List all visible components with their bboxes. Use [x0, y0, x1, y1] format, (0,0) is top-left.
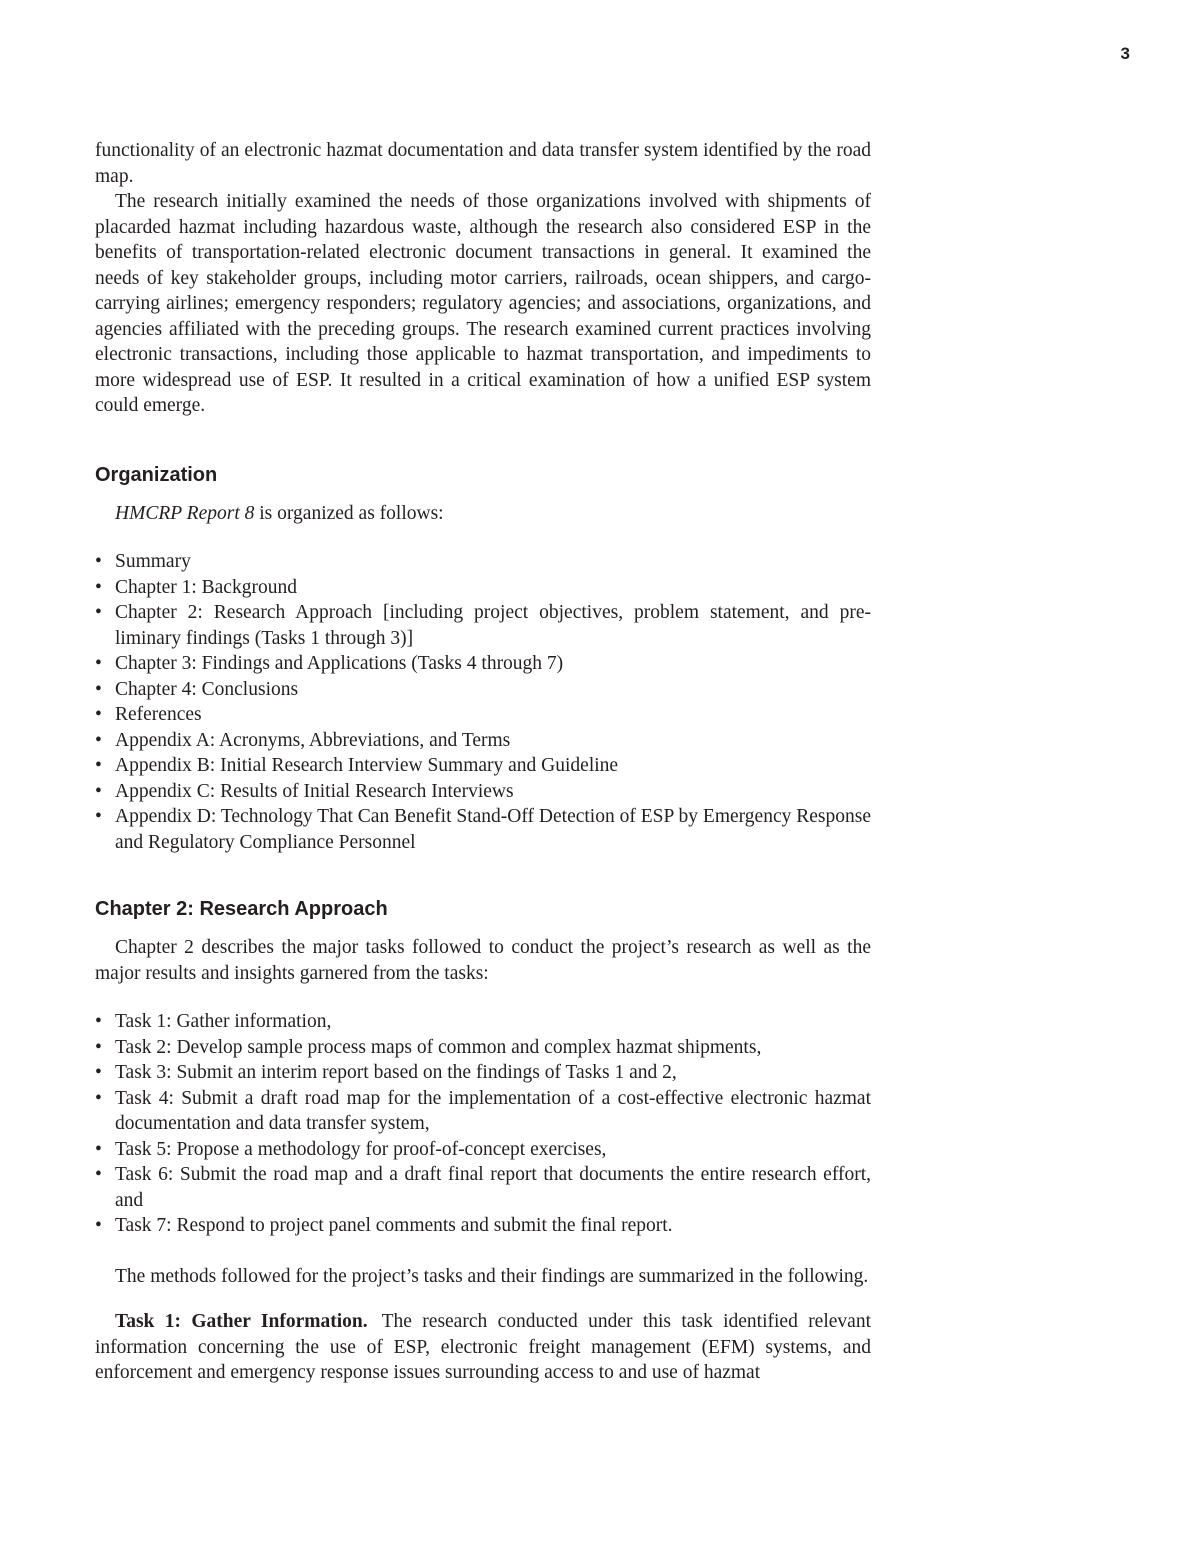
list-item: • Summary	[95, 549, 871, 575]
list-item: • Appendix B: Initial Research Interview Summary and Guideline	[95, 753, 871, 779]
document-body	[95, 138, 871, 1386]
report-title: HMCRP Report 8	[115, 502, 255, 524]
list-item: • Task 3: Submit an interim report based on the findings of Tasks 1 and 2,	[95, 1060, 871, 1086]
list-item: • Task 7: Respond to project panel comments and submit the final report.	[95, 1213, 871, 1239]
list-item: • Appendix A: Acronyms, Abbreviations, and Terms	[95, 728, 871, 754]
page-number: 3	[1120, 44, 1130, 63]
list-item: • Task 1: Gather information,	[95, 1009, 871, 1035]
list-item: • Appendix D: Technology That Can Benefit Stand-Off Detection of ESP by Emergency Response and Regulatory Compliance Personnel	[95, 804, 871, 855]
task1-text: The research conducted under this task identified relevant information concerning the use of ESP, electronic freight management (EFM) systems, and enforcement and emergency response issues surrounding access to and use of hazmat	[95, 1311, 871, 1383]
list-item: • References	[95, 702, 871, 728]
list-item: • Chapter 4: Conclusions	[95, 677, 871, 703]
methods-paragraph: The methods followed for the project’s tasks and their findings are summarized in the following.	[115, 1265, 869, 1287]
list-item: • Task 5: Propose a methodology for proof-of-concept exercises,	[95, 1137, 871, 1163]
list-item: • Task 4: Submit a draft road map for the implementation of a cost-effective electronic hazmat documentation and data transfer system,	[95, 1086, 871, 1137]
list-item: • Chapter 1: Background	[95, 575, 871, 601]
list-item: • Appendix C: Results of Initial Research Interviews	[95, 779, 871, 805]
list-item: • Chapter 3: Findings and Applications (Tasks 4 through 7)	[95, 651, 871, 677]
list-item: • Task 6: Submit the road map and a draft final report that documents the entire research effort, and	[95, 1162, 871, 1213]
list-item: • Chapter 2: Research Approach [including project objectives, problem statement, and pre-liminary findings (Tasks 1 through 3)]	[95, 600, 871, 651]
organization-intro-rest: is organized as follows:	[254, 502, 444, 524]
intro-paragraph-2: The research initially examined the needs of those organizations involved with shipments of placarded hazmat including hazardous waste, although the research also considered ESP in the benefits of transportation-related electronic document transactions in general. It examined the needs of key stakeholder groups, including motor carriers, railroads, ocean shippers, and cargo-carrying airlines; emergency responders; regulatory agencies; and associations, organizations, and agencies affiliated with the preceding groups. The research examined current practices involving electronic transactions, including those applicable to hazmat transportation, and impediments to more widespread use of ESP. It resulted in a critical examination of how a unified ESP system could emerge.	[95, 191, 871, 416]
organization-list	[95, 549, 871, 855]
intro-paragraph-1: functionality of an electronic hazmat documentation and data transfer system identified by the road map.	[95, 140, 871, 187]
organization-intro	[95, 501, 871, 527]
task1-paragraph	[95, 1309, 871, 1386]
chapter2-intro: Chapter 2 describes the major tasks followed to conduct the project’s research as well as the major results and insights garnered from the tasks:	[95, 937, 871, 984]
task-list	[95, 1009, 871, 1239]
list-item: • Task 2: Develop sample process maps of common and complex hazmat shipments,	[95, 1035, 871, 1061]
organization-heading: Organization	[95, 463, 218, 486]
chapter2-heading: Chapter 2: Research Approach	[95, 898, 388, 920]
task1-run-in-heading: Task 1: Gather Information.	[115, 1311, 368, 1332]
